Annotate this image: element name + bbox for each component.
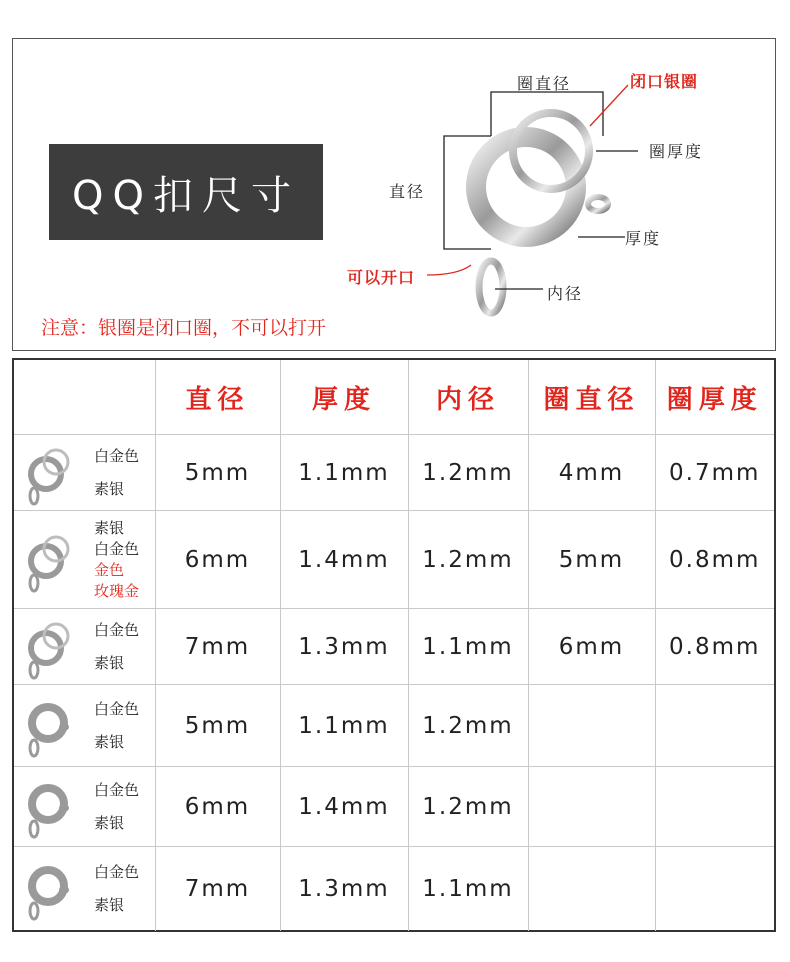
note-text: 注意：银圈是闭口圈，不可以打开: [41, 317, 327, 339]
cell-thickness: 1.4mm: [280, 767, 408, 847]
cell-ring-thickness: [655, 847, 774, 931]
header-cell-diameter: 直径: [155, 360, 280, 435]
table-row: [14, 435, 774, 511]
thickness-label: 厚度: [625, 229, 662, 248]
table-row: [14, 511, 774, 609]
color-option: 素银: [94, 518, 125, 537]
item-cell: [14, 767, 155, 847]
bottom-loop-shape: [479, 261, 503, 313]
color-options: [94, 614, 139, 680]
color-option: 玫瑰金: [94, 581, 140, 600]
cell-ring-diameter: [528, 767, 655, 847]
cell-ring-diameter: 5mm: [528, 511, 655, 609]
cell-ring-thickness: 0.8mm: [655, 609, 774, 685]
color-option: 素银: [94, 653, 125, 672]
color-option: 白金色: [94, 539, 140, 558]
clasp-image: [18, 774, 82, 840]
inner-diameter-label: 内径: [547, 284, 584, 303]
color-options: [94, 774, 139, 840]
header-cell-thickness: 厚度: [280, 360, 408, 435]
color-option: 素银: [94, 895, 125, 914]
ring-diameter-label: 圈直径: [517, 74, 572, 93]
spring-tab-shape: [588, 197, 608, 211]
cell-inner-diameter: 1.2mm: [408, 685, 528, 767]
color-options: [94, 518, 139, 602]
table-row: [14, 847, 774, 931]
item-cell: [14, 609, 155, 685]
cell-diameter: 7mm: [155, 847, 280, 931]
size-table: [12, 358, 776, 932]
header-cell-image: [14, 360, 155, 435]
table-row: [14, 609, 774, 685]
cell-ring-diameter: [528, 685, 655, 767]
clasp-with-ring-image: [18, 614, 82, 680]
openable-label: 可以开口: [347, 268, 416, 287]
clasp-with-ring-image: [18, 440, 82, 506]
cell-thickness: 1.3mm: [280, 847, 408, 931]
cell-diameter: 5mm: [155, 685, 280, 767]
cell-ring-diameter: 4mm: [528, 435, 655, 511]
clasp-image: [18, 856, 82, 922]
ring-thickness-label: 圈厚度: [649, 142, 704, 161]
cell-inner-diameter: 1.1mm: [408, 609, 528, 685]
color-options: [94, 440, 139, 506]
cell-thickness: 1.1mm: [280, 435, 408, 511]
cell-ring-diameter: [528, 847, 655, 931]
color-option: 素银: [94, 479, 125, 498]
cell-thickness: 1.4mm: [280, 511, 408, 609]
color-option: 白金色: [94, 446, 140, 465]
item-cell: [14, 847, 155, 931]
cell-ring-thickness: [655, 767, 774, 847]
color-option: 素银: [94, 813, 125, 832]
item-cell: [14, 685, 155, 767]
header-cell-ring-diameter: 圈直径: [528, 360, 655, 435]
dimension-diagram-panel: [12, 38, 776, 351]
item-cell: [14, 435, 155, 511]
closed-silver-ring-label: 闭口银圈: [630, 72, 699, 91]
diameter-label: 直径: [389, 182, 426, 201]
cell-thickness: 1.3mm: [280, 609, 408, 685]
item-cell: [14, 511, 155, 609]
header-cell-inner-diameter: 内径: [408, 360, 528, 435]
color-option: 白金色: [94, 862, 140, 881]
cell-inner-diameter: 1.2mm: [408, 435, 528, 511]
cell-diameter: 7mm: [155, 609, 280, 685]
cell-diameter: 5mm: [155, 435, 280, 511]
cell-ring-diameter: 6mm: [528, 609, 655, 685]
table-row: [14, 767, 774, 847]
table-header-row: [14, 360, 774, 435]
cell-diameter: 6mm: [155, 511, 280, 609]
page-title: QQ扣尺寸: [49, 144, 323, 240]
cell-diameter: 6mm: [155, 767, 280, 847]
cell-ring-thickness: [655, 685, 774, 767]
cell-ring-thickness: 0.8mm: [655, 511, 774, 609]
color-option: 白金色: [94, 620, 140, 639]
cell-inner-diameter: 1.2mm: [408, 511, 528, 609]
cell-inner-diameter: 1.1mm: [408, 847, 528, 931]
cell-inner-diameter: 1.2mm: [408, 767, 528, 847]
clasp-with-ring-image: [18, 527, 82, 593]
color-options: [94, 693, 139, 759]
color-option: 白金色: [94, 699, 140, 718]
color-option: 金色: [94, 560, 125, 579]
color-option: 素银: [94, 732, 125, 751]
color-option: 白金色: [94, 780, 140, 799]
header-cell-ring-thickness: 圈厚度: [655, 360, 774, 435]
clasp-image: [18, 693, 82, 759]
cell-ring-thickness: 0.7mm: [655, 435, 774, 511]
table-row: [14, 685, 774, 767]
cell-thickness: 1.1mm: [280, 685, 408, 767]
color-options: [94, 856, 139, 922]
